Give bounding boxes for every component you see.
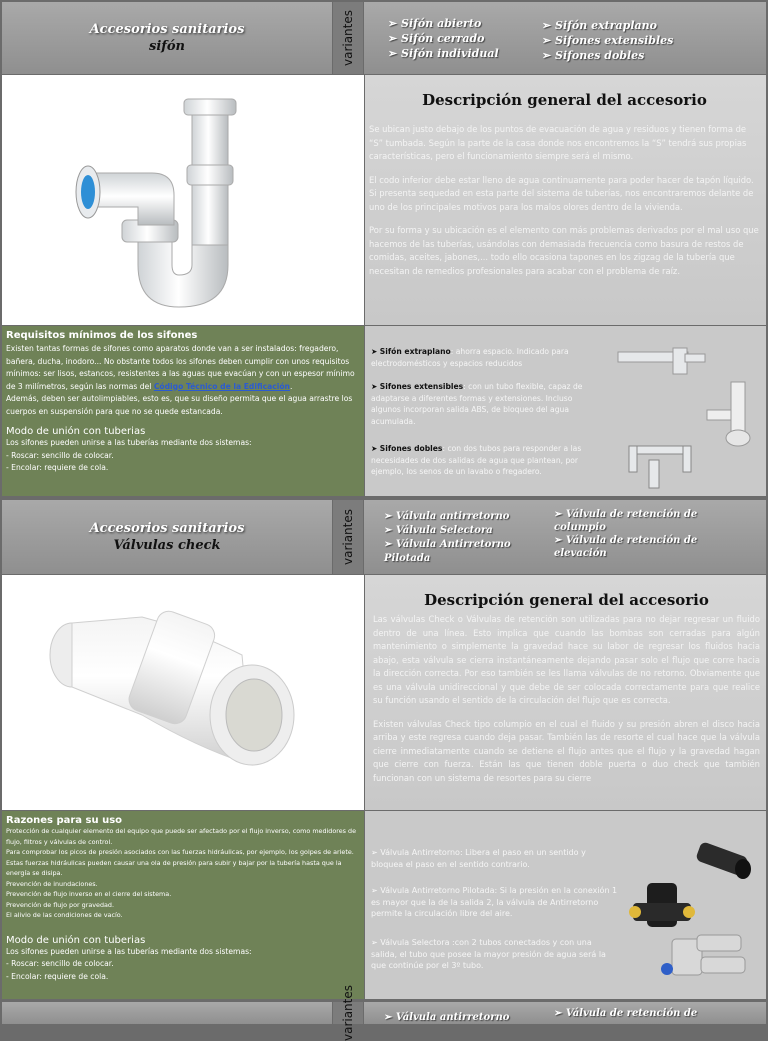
variant-item: ➢ Válvula Selectora: [384, 524, 534, 538]
variant-item: ➢ Sifón abierto: [388, 16, 499, 31]
section2-description: [365, 575, 766, 810]
section1-variants-col2: [542, 18, 673, 63]
variant-item: ➢ Válvula Antirretorno Pilotada: [384, 538, 534, 566]
variant-item: ➢ Válvula de retención de: [554, 1006, 697, 1021]
section2-uses: [2, 811, 364, 999]
variant-item: ➢ Sifones dobles: [542, 48, 673, 63]
section1-requirements: Requisitos mínimos de los sifones Existen tantas formas de sifones como aparatos donde van a ser instalados: fregadero, bañera, ducha, inodoro... No obstante todos los sifones deben cumplir con unos requisitos mínimos: ser lisos, estancos, resistentes a las aguas que evacúan y con un espesor mínimo de 3 milímetros, según las normas del Código Técnico de la Edificación. Además, deben ser autolimpiables, esto es, que su diseño permita que el agua arrastre los cuerpos en suspensión para que no se quede estancada. Modo de unión con tuberias Los sifones pueden unirse a las tuberías mediante dos sistemas: - Roscar: sencillo de colocar. - Encolar: requiere de cola.: [2, 326, 364, 496]
uses-line: Prevención de inundaciones.: [6, 879, 98, 888]
requirements-heading: Requisitos mínimos de los sifones: [6, 330, 198, 341]
union-heading: Modo de unión con tuberias: [6, 426, 146, 437]
desc-paragraph: Existen válvulas Check tipo columpio en el cual el fluido y su presión abren el disco hacia arriba y este regresa cuando deja pasar. También las de resorte el cual hace que la válvula cierre inmediatamente cuando se detiene el flujo antes que el flujo y la gravedad hagan que cierre con fuerza. Están las que tienen doble puerta o duo check que también funcionan con un sistema de resortes para su cierre: [373, 718, 760, 783]
section2-variants-panel: [364, 500, 766, 574]
type-item: ➤ Sifones extensibles: con un tubo flexible, capaz de adaptarse a diferentes formas y extensiones. Incluso algunos incorporan salida ABS, de bloqueo del agua acumulada.: [371, 381, 601, 427]
variant-item: ➢ Sifones extensibles: [542, 33, 673, 48]
uses-line: El alivio de las condiciones de vacío.: [6, 911, 123, 919]
section1-variants-col1: [388, 16, 499, 61]
variant-item: ➢ Válvula de retención de elevación: [554, 534, 714, 560]
section1-title: [2, 2, 332, 74]
variant-item: ➢ Válvula de retención de columpio: [554, 508, 714, 534]
section1-variantes-label: variantes: [333, 2, 363, 74]
type-item: ➤ Sifones dobles: con dos tubos para responder a las necesidades de dos salidas de agua que plantean, por ejemplo, los senos de un lavabo o fregadero.: [371, 443, 601, 478]
union-line: - Roscar: sencillo de colocar.: [6, 959, 114, 968]
variant-item: ➢ Válvula antirretorno: [384, 510, 534, 524]
union-heading: Modo de unión con tuberias: [6, 934, 146, 946]
siphon-types-image: [613, 344, 763, 494]
desc-paragraph: Por su forma y su ubicación es el elemento con más problemas derivados por el mal uso que hacemos de las tuberías, usándolas con demasiada frecuencia como basura de restos de comidas, aceites, jabones,... todo ello ocasiona tapones en los zigzag de la tubería que necesitan de remedios profesionales para acabar con el problema de raíz.: [369, 225, 759, 276]
requirements-text: Existen tantas formas de sifones como aparatos donde van a ser instalados: fregadero, bañera, ducha, inodoro... No obstante todos los sifones deben cumplir con unos requisitos mínimos: ser lisos, estancos, resistentes a las aguas que evacúan y con un espesor mínimo de 3 milímetros, según las normas del: [6, 344, 355, 391]
uses-line: Protección de cualquier elemento del equipo que puede ser afectado por el flujo inverso, como medidores de flujo, filtros y válvulas de control.: [6, 827, 357, 846]
section3-variants-panel: [364, 1002, 766, 1024]
variant-item: ➢ Sifón individual: [388, 46, 499, 61]
uses-line: Para comprobar los picos de presión asociados con las fuerzas hidráulicas, por ejemplo, los golpes de ariete. Estas fuerzas hidráulicas pueden causar una ola de presión para subir y bajar por la tubería hasta que la energía se disipa.: [6, 848, 354, 877]
section2-variants-col2: [554, 508, 714, 560]
union-line: Los sifones pueden unirse a las tuberías mediante dos sistemas:: [6, 946, 252, 956]
uses-line: Prevención de flujo inverso en el cierre del sistema.: [6, 890, 172, 898]
section2-types: [365, 811, 766, 999]
requirements-extra: Además, deben ser autolimpiables, esto es, que su diseño permita que el agua arrastre los cuerpos en suspensión para que no se quede estancada.: [6, 394, 353, 416]
section1-types: [365, 326, 766, 496]
desc-paragraph: El codo inferior debe estar lleno de agua continuamente para poder hacer de tapón líquido. Si presenta sequedad en esta parte del sistema de tuberías, nos encontraremos delante de uno de los principales motivos para los malos olores dentro de la vivienda.: [369, 174, 754, 212]
section3-title: [2, 1002, 332, 1024]
siphon-image: [2, 75, 364, 325]
uses-line: Prevención de flujo por gravedad.: [6, 900, 115, 909]
union-line: - Roscar: sencillo de colocar.: [6, 450, 114, 460]
section2-photo: [2, 575, 364, 810]
section2-title: [2, 500, 332, 574]
type-item: ➢ Válvula Selectora :con 2 tubos conectados y con una salida, el tubo que posee la mayor presión de agua será la que continúe por el 3º tubo.: [371, 937, 611, 972]
type-item: ➢ Válvula Antirretorno: Libera el paso en un sentido y bloquea el paso en el sentido contrario.: [371, 847, 611, 870]
union-line: - Encolar: requiere de cola.: [6, 971, 109, 981]
section3-variantes-label: variantes: [333, 1002, 363, 1024]
section1-photo: [2, 75, 364, 325]
type-item: ➢ Válvula Antirretorno Pilotada: Si la presión en la conexión 1 es mayor que la de la salida 2, la válvula de Antirretorno permite la circulación libre del aire.: [371, 885, 621, 920]
desc-paragraph: Las válvulas Check o Válvulas de retención son utilizadas para no dejar regresar un fluido dentro de una línea. Esto implica que cuando las bombas son cerradas para algún mantenimiento o simplemente la gravedad hace su labor de regresar los fluidos hacia abajo, esta válvula se cierra instantáneamente dejando pasar solo el flujo que corre hacia la dirección correcta. Por eso también se les llama válvulas de no retorno. Obviamente que es una válvula unidireccional y que debe de ser colocada correctamente para que realice su función usando el sentido de la circulación del flujo que es correcta.: [373, 614, 760, 705]
desc-paragraph: Se ubican justo debajo de los puntos de evacuación de agua y residuos y tienen forma de “S” tumbada. Según la parte de la casa donde nos encontremos la “S” tendrá sus propias características, pero el funcionamiento siempre será el mismo.: [369, 124, 747, 161]
union-line: - Encolar: requiere de cola.: [6, 463, 109, 472]
valve-types-image: [627, 841, 763, 997]
union-line: Los sifones pueden unirse a las tuberías mediante dos sistemas:: [6, 438, 252, 447]
variant-item: ➢ Sifón extraplano: [542, 18, 673, 33]
codigo-tecnico-link[interactable]: Código Técnico de la Edificación: [153, 381, 290, 391]
section2-title-line2: Válvulas check: [113, 538, 221, 553]
variant-item: ➢ Válvula antirretorno: [384, 1010, 509, 1025]
check-valve-image: [2, 575, 364, 810]
section2-variants-col1: [384, 510, 534, 566]
variant-item: ➢ Sifón cerrado: [388, 31, 499, 46]
section2-title-line1: Accesorios sanitarios: [89, 521, 245, 536]
uses-heading: Razones para su uso: [6, 815, 123, 826]
section1-description: [365, 75, 766, 325]
section1-title-line1: Accesorios sanitarios: [89, 22, 245, 37]
section1-variants-panel: [364, 2, 766, 74]
section2-variantes-label: variantes: [333, 500, 363, 574]
section1-title-line2: sifón: [149, 39, 185, 54]
section1-desc-heading: Descripción general del accesorio: [422, 91, 707, 109]
section2-desc-heading: Descripción general del accesorio: [424, 591, 709, 609]
type-item: ➤ Sifón extraplano: ahorra espacio. Indicado para electrodomésticos y espacios reducidos: [371, 346, 601, 369]
